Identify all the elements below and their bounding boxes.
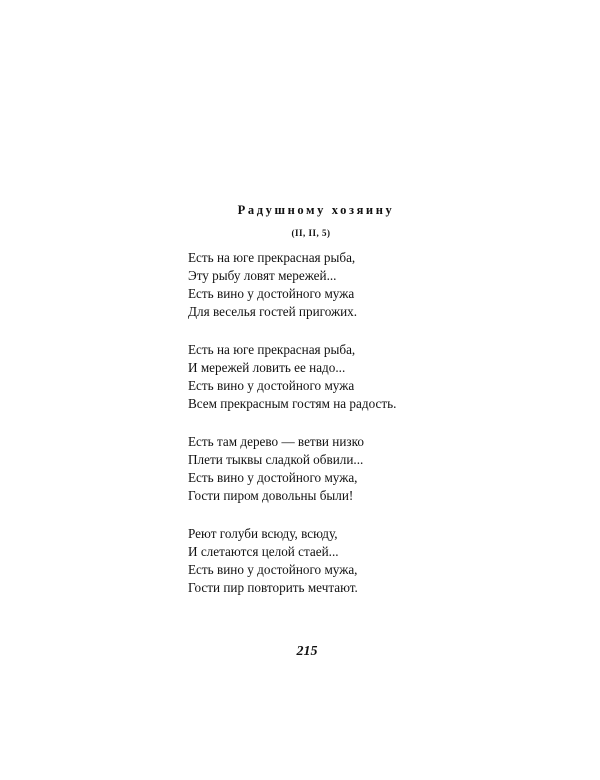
poem-line: Для веселья гостей пригожих. bbox=[188, 304, 358, 319]
poem-line: Гости пир повторить мечтают. bbox=[188, 580, 358, 595]
poem-line: И мережей ловить ее надо... bbox=[188, 360, 346, 375]
stanza-4 bbox=[188, 525, 488, 597]
poem-line: Есть на юге прекрасная рыба, bbox=[188, 250, 356, 265]
poem-line: Есть на юге прекрасная рыба, bbox=[188, 342, 356, 357]
stanza-1 bbox=[188, 249, 488, 321]
poem-line: Есть вино у достойного мужа, bbox=[188, 562, 358, 577]
poem-body bbox=[188, 249, 488, 617]
poem-line: Есть вино у достойного мужа bbox=[188, 378, 355, 393]
poem-title: Радушному хозяину bbox=[237, 203, 395, 217]
stanza-2 bbox=[188, 341, 488, 413]
poem-line: Гости пиром довольны были! bbox=[188, 488, 354, 503]
poem-line: Плети тыквы сладкой обвили... bbox=[188, 452, 364, 467]
poem-line: Реют голуби всюду, всюду, bbox=[188, 526, 338, 541]
poem-subtitle: (II, II, 5) bbox=[291, 228, 331, 238]
poem-line: Есть там дерево — ветви низко bbox=[188, 434, 364, 449]
page-number: 215 bbox=[296, 644, 318, 659]
poem-line: Есть вино у достойного мужа, bbox=[188, 470, 358, 485]
stanza-3 bbox=[188, 433, 488, 505]
poem-line: Всем прекрасным гостям на радость. bbox=[188, 396, 397, 411]
poem-line: Есть вино у достойного мужа bbox=[188, 286, 355, 301]
poem-line: И слетаются целой стаей... bbox=[188, 544, 339, 559]
poem-line: Эту рыбу ловят мережей... bbox=[188, 268, 337, 283]
